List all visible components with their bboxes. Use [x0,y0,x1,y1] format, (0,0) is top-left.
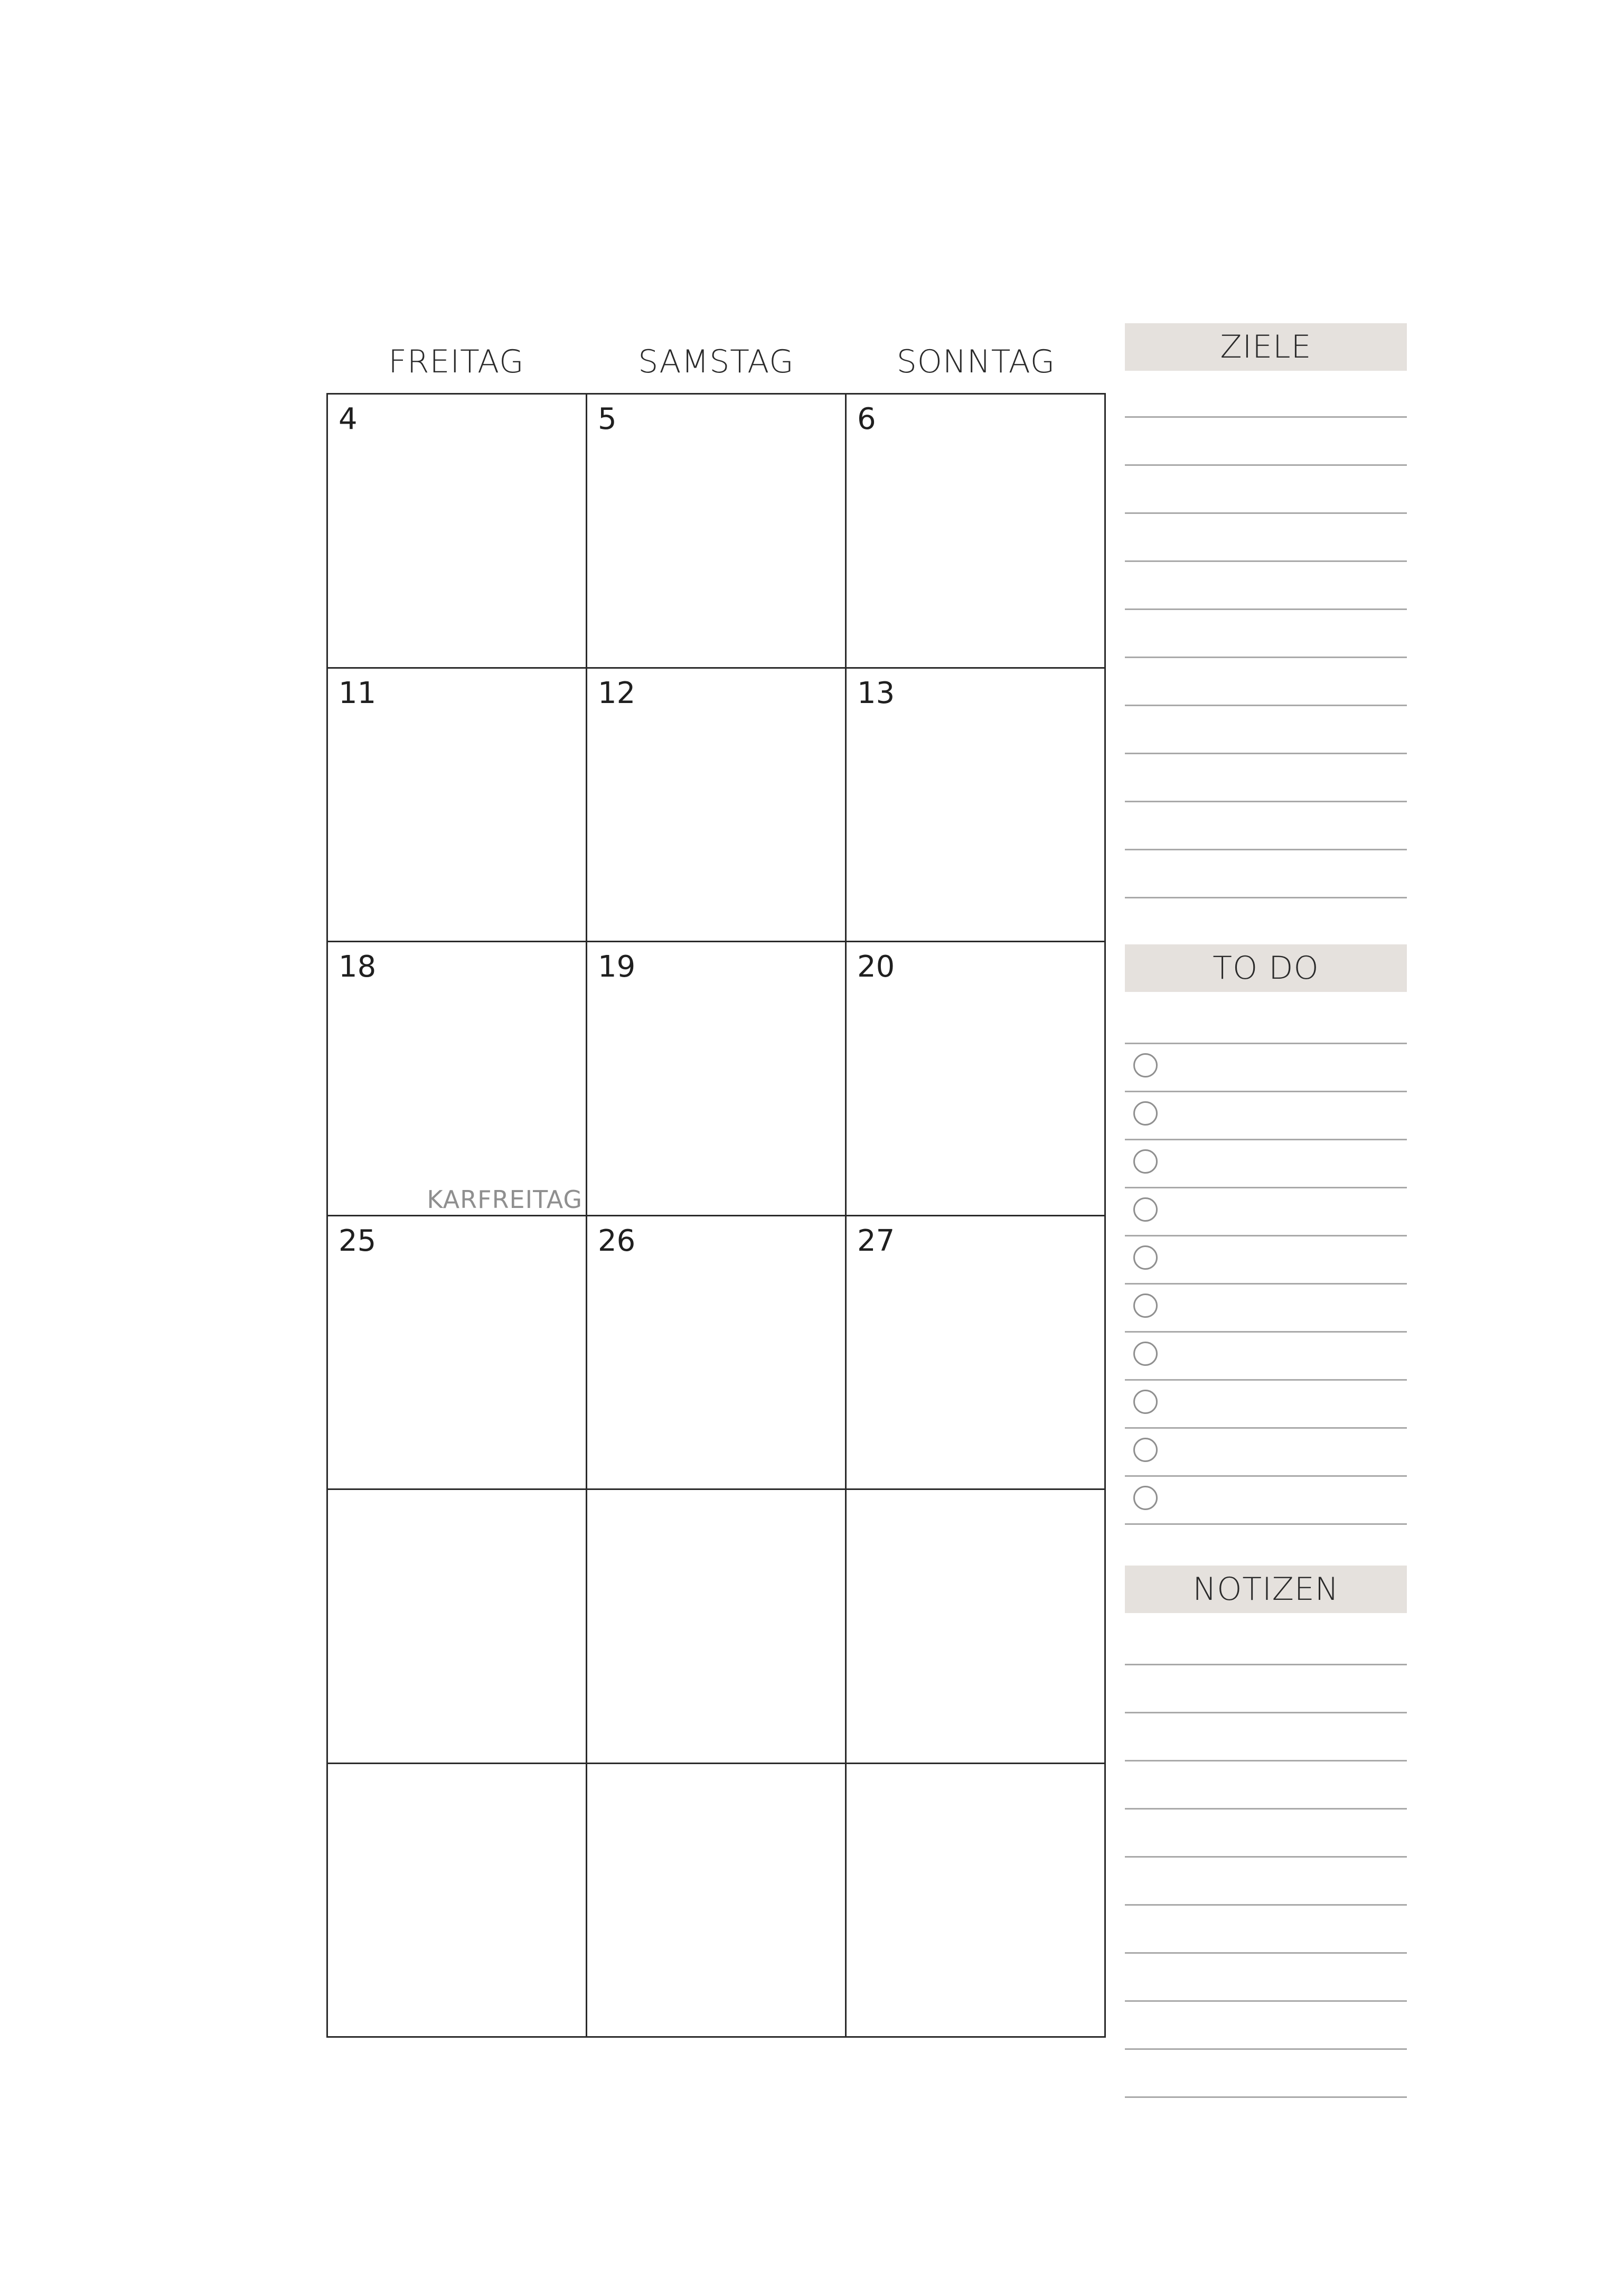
todo-line[interactable] [1125,1139,1407,1140]
day-cell[interactable] [847,1490,1106,1764]
day-cell[interactable] [328,1764,587,2038]
goals-title: ZIELE [1125,323,1407,371]
day-cell[interactable] [847,395,1106,669]
day-cell[interactable] [328,942,587,1216]
day-cell[interactable] [847,1764,1106,2038]
ruled-line[interactable] [1125,416,1407,418]
day-cell[interactable] [328,395,587,669]
day-number: 26 [598,1223,636,1258]
day-number: 13 [857,676,895,710]
day-cell[interactable] [847,669,1106,943]
day-number: 11 [339,676,377,710]
todo-line[interactable] [1125,1427,1407,1429]
holiday-label: KARFREITAG [427,1185,583,1214]
day-cell[interactable] [847,942,1106,1216]
day-number: 25 [339,1223,377,1258]
checkbox-circle-icon[interactable] [1133,1294,1158,1318]
day-number: 19 [598,950,636,984]
day-cell[interactable] [587,1216,847,1491]
day-cell[interactable] [587,1764,847,2038]
ruled-line[interactable] [1125,849,1407,850]
day-number: 4 [339,402,358,436]
weekday-header: SONNTAG [896,343,1056,380]
todo-line[interactable] [1125,1475,1407,1477]
checkbox-circle-icon[interactable] [1133,1197,1158,1222]
weekday-header: FREITAG [388,343,524,380]
day-cell[interactable] [847,1216,1106,1491]
checkbox-circle-icon[interactable] [1133,1390,1158,1414]
ruled-line[interactable] [1125,464,1407,466]
ruled-line[interactable] [1125,1712,1407,1713]
ruled-line[interactable] [1125,897,1407,898]
checkbox-circle-icon[interactable] [1133,1342,1158,1366]
ruled-line[interactable] [1125,1856,1407,1858]
ruled-line[interactable] [1125,1664,1407,1665]
day-number: 18 [339,950,377,984]
day-number: 5 [598,402,617,436]
todo-line[interactable] [1125,1331,1407,1333]
ruled-line[interactable] [1125,1904,1407,1906]
day-cell[interactable] [587,669,847,943]
todo-line[interactable] [1125,1187,1407,1188]
checkbox-circle-icon[interactable] [1133,1245,1158,1270]
day-number: 12 [598,676,636,710]
ruled-line[interactable] [1125,608,1407,610]
checkbox-circle-icon[interactable] [1133,1101,1158,1126]
ruled-line[interactable] [1125,1952,1407,1954]
ruled-line[interactable] [1125,1760,1407,1761]
ruled-line[interactable] [1125,801,1407,802]
day-cell[interactable] [328,669,587,943]
ruled-line[interactable] [1125,753,1407,754]
day-cell[interactable] [587,395,847,669]
ruled-line[interactable] [1125,2000,1407,2002]
todo-line[interactable] [1125,1283,1407,1285]
todo-line[interactable] [1125,1379,1407,1381]
day-cell[interactable] [328,1490,587,1764]
ruled-line[interactable] [1125,1808,1407,1810]
todo-title: TO DO [1125,944,1407,992]
todo-line[interactable] [1125,1235,1407,1236]
checkbox-circle-icon[interactable] [1133,1486,1158,1510]
ruled-line[interactable] [1125,657,1407,658]
ruled-line[interactable] [1125,705,1407,706]
day-number: 20 [857,950,895,984]
checkbox-circle-icon[interactable] [1133,1438,1158,1462]
todo-line[interactable] [1125,1043,1407,1044]
day-number: 27 [857,1223,895,1258]
day-cell[interactable] [587,942,847,1216]
day-cell[interactable] [587,1490,847,1764]
ruled-line[interactable] [1125,2048,1407,2050]
ruled-line[interactable] [1125,2096,1407,2098]
checkbox-circle-icon[interactable] [1133,1149,1158,1174]
ruled-line[interactable] [1125,512,1407,514]
todo-line[interactable] [1125,1091,1407,1092]
day-number: 6 [857,402,876,436]
todo-line [1125,1523,1407,1525]
ruled-line[interactable] [1125,560,1407,562]
weekday-header-row [326,338,1106,386]
weekday-header: SAMSTAG [638,343,794,380]
calendar-grid [326,393,1106,2038]
day-cell[interactable] [328,1216,587,1491]
notes-title: NOTIZEN [1125,1566,1407,1613]
checkbox-circle-icon[interactable] [1133,1053,1158,1077]
